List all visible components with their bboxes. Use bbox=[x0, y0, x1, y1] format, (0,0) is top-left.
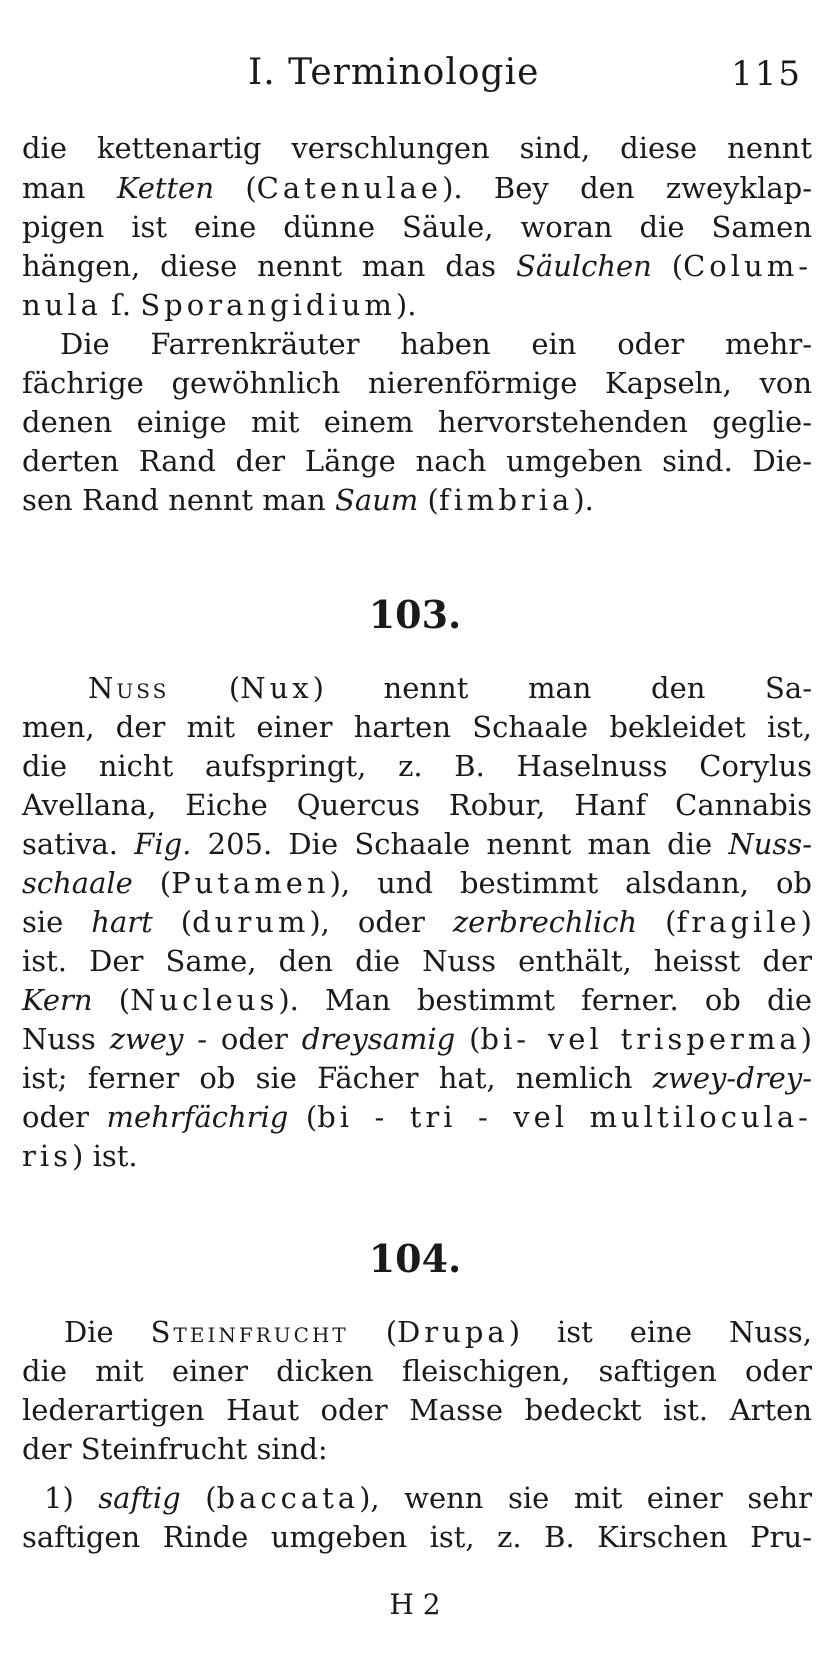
text-line: 1) saftig (baccata), wenn sie mit einer sehr bbox=[44, 1481, 812, 1515]
text-line: denen einige mit einem hervorstehenden geglie- bbox=[22, 405, 812, 439]
text-line: oder mehrfächrig (bi - tri - vel multilocula- bbox=[22, 1100, 812, 1134]
section-number: 103. bbox=[368, 592, 462, 637]
signature-mark: H 2 bbox=[389, 1588, 441, 1621]
text-line: sie hart (durum), oder zerbrechlich (fragile) bbox=[22, 905, 812, 939]
page-header bbox=[0, 52, 830, 102]
text-line: Die Farrenkräuter haben ein oder mehr- bbox=[60, 327, 812, 361]
text-line: fächrige gewöhnlich nierenförmige Kapseln, von bbox=[22, 366, 812, 400]
text-line: saftigen Rinde umgeben ist, z. B. Kirschen Pru- bbox=[22, 1520, 812, 1554]
text-line: man Ketten (Catenulae). Bey den zweyklap- bbox=[22, 171, 813, 205]
text-line: die kettenartig verschlungen sind, diese nennt bbox=[22, 131, 812, 165]
text-line: nula ſ. Sporangidium). bbox=[22, 288, 417, 322]
text-line: Nuss zwey - oder dreysamig (bi- vel trisperma) bbox=[22, 1022, 812, 1056]
text-line: lederartigen Haut oder Masse bedeckt ist. Arten bbox=[22, 1393, 812, 1427]
text-line: ist; ferner ob sie Fächer hat, nemlich zwey-drey- bbox=[22, 1061, 812, 1095]
text-line: hängen, diese nennt man das Säulchen (Colum- bbox=[22, 249, 812, 283]
text-line: schaale (Putamen), und bestimmt alsdann, ob bbox=[22, 866, 812, 900]
chapter-title: I. Terminologie bbox=[248, 52, 540, 93]
text-line: Avellana, Eiche Quercus Robur, Hanf Cannabis bbox=[22, 788, 812, 822]
text-line: sen Rand nennt man Saum (fimbria). bbox=[22, 483, 594, 517]
text-line: men, der mit einer harten Schaale bekleidet ist, bbox=[22, 710, 812, 744]
text-line: Kern (Nucleus). Man bestimmt ferner. ob die bbox=[22, 983, 812, 1017]
text-line: derten Rand der Länge nach umgeben sind. Die- bbox=[22, 444, 812, 478]
text-line: die nicht aufspringt, z. B. Haselnuss Corylus bbox=[22, 749, 812, 783]
text-line: Nuss (Nux) nennt man den Sa- bbox=[88, 671, 812, 705]
text-line: die mit einer dicken fleischigen, saftigen oder bbox=[22, 1354, 812, 1388]
section-number: 104. bbox=[368, 1236, 462, 1281]
text-line: ris) ist. bbox=[22, 1139, 138, 1173]
text-line: ist. Der Same, den die Nuss enthält, heisst der bbox=[22, 944, 812, 978]
text-line: pigen ist eine dünne Säule, woran die Samen bbox=[22, 210, 812, 244]
page-number: 115 bbox=[731, 54, 802, 94]
text-line: Die Steinfrucht (Drupa) ist eine Nuss, bbox=[64, 1315, 813, 1349]
text-line: der Steinfrucht sind: bbox=[22, 1432, 328, 1466]
text-line: sativa. Fig. 205. Die Schaale nennt man die Nuss- bbox=[22, 827, 812, 861]
